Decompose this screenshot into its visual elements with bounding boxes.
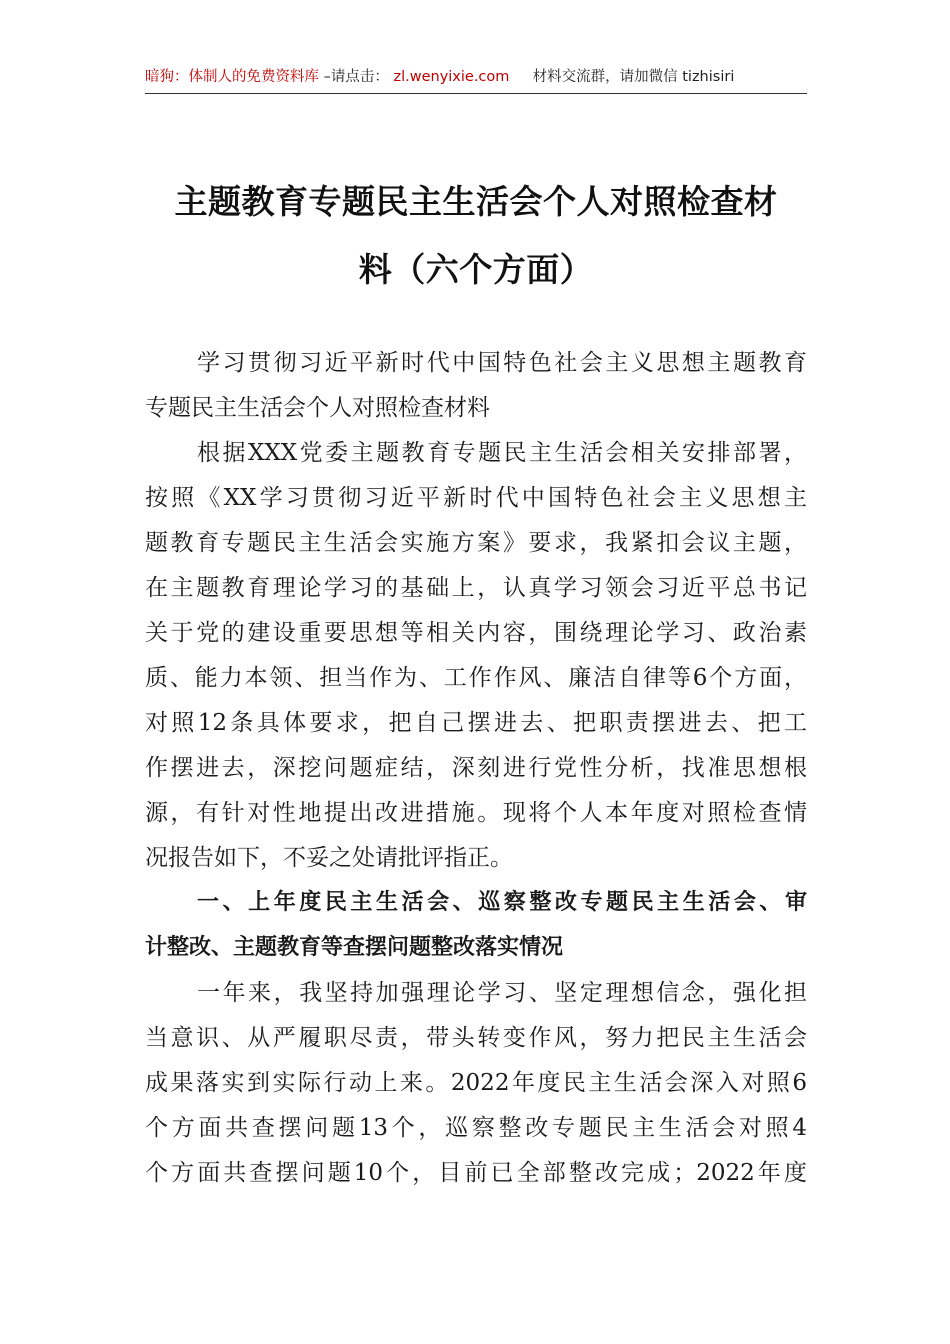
body-line: 按照《XX学习贯彻习近平新时代中国特色社会主义思想主: [145, 485, 807, 511]
body-line: 作摆进去，深挖问题症结，深刻进行党性分析，找准思想根: [145, 755, 807, 781]
body-line: 个方面共查摆问题10个，目前已全部整改完成；2022年度: [145, 1160, 807, 1186]
body-line: 况报告如下，不妥之处请批评指正。: [145, 845, 513, 871]
body-line: 源，有针对性地提出改进措施。现将个人本年度对照检查情: [145, 800, 807, 826]
body-line: 质、能力本领、担当作为、工作作风、廉洁自律等6个方面，: [145, 665, 807, 691]
body-line: 对照12条具体要求，把自己摆进去、把职责摆进去、把工: [145, 710, 807, 736]
body-line: 当意识、从严履职尽责，带头转变作风，努力把民主生活会: [145, 1025, 807, 1051]
body-line: 根据XXX党委主题教育专题民主生活会相关安排部署，: [197, 440, 807, 466]
body-line: 一年来，我坚持加强理论学习、坚定理想信念，强化担: [197, 980, 807, 1006]
body-line: 关于党的建设重要思想等相关内容，围绕理论学习、政治素: [145, 620, 807, 646]
document-title-line-1: 主题教育专题民主生活会个人对照检查材: [174, 182, 778, 221]
page-header: [145, 60, 807, 94]
section-heading-line: 一、上年度民主生活会、巡察整改专题民主生活会、审: [197, 890, 807, 915]
section-heading-line: 计整改、主题教育等查摆问题整改落实情况: [145, 935, 564, 960]
header-site-label: 暗狗：体制人的免费资料库: [145, 69, 319, 85]
body-line: 专题民主生活会个人对照检查材料: [145, 395, 490, 421]
document-title-line-2: 料（六个方面）: [358, 250, 594, 289]
header-url-link[interactable]: zl.wenyixie.com: [393, 69, 510, 85]
body-line: 个方面共查摆问题13个，巡察整改专题民主生活会对照4: [145, 1115, 807, 1141]
header-group-note: 材料交流群，请加微信 tizhisiri: [532, 69, 735, 85]
body-line: 在主题教育理论学习的基础上，认真学习领会习近平总书记: [145, 575, 807, 601]
body-line: 成果落实到实际行动上来。2022年度民主生活会深入对照6: [145, 1070, 807, 1096]
body-line: 学习贯彻习近平新时代中国特色社会主义思想主题教育: [197, 350, 807, 376]
header-click-prompt: –请点击：: [323, 69, 389, 85]
body-line: 题教育专题民主生活会实施方案》要求，我紧扣会议主题，: [145, 530, 807, 556]
